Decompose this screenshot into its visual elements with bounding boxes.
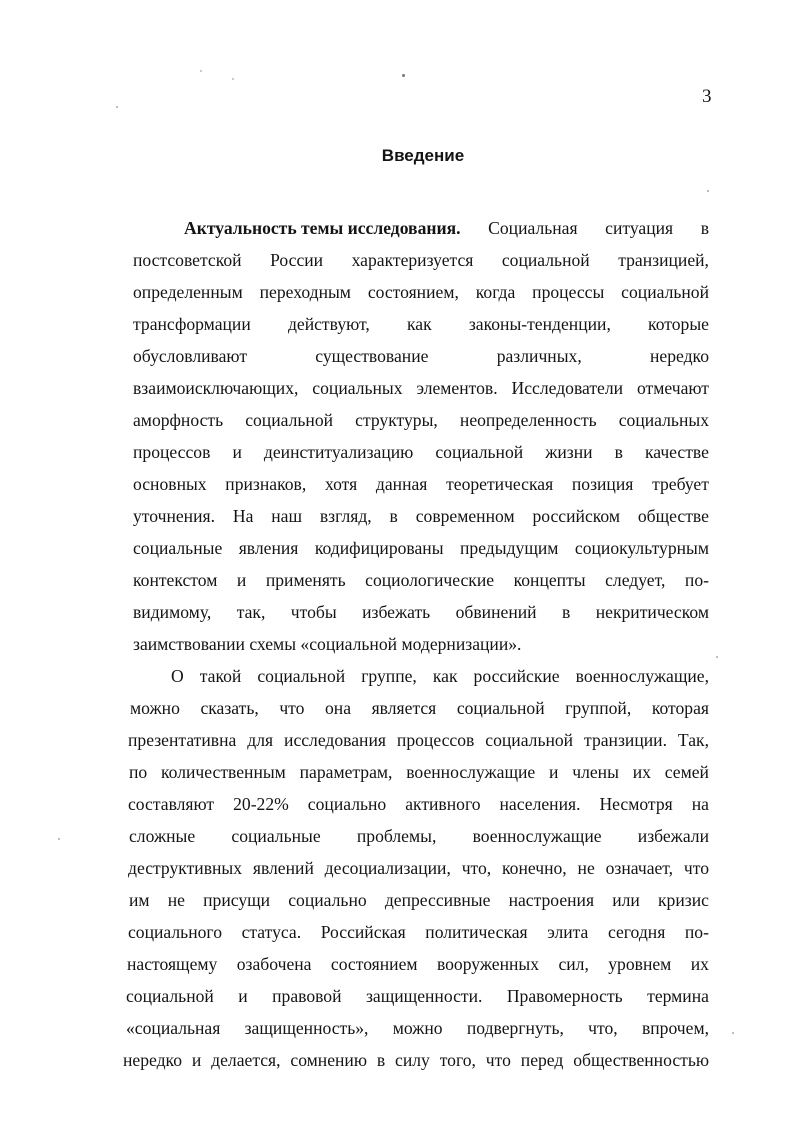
text-segment: в — [700, 218, 709, 238]
text-line — [129, 884, 709, 916]
text-segment: российском — [532, 506, 621, 526]
text-line — [133, 596, 709, 628]
text-segment: обществе — [637, 506, 709, 526]
text-segment: Несмотря — [599, 794, 673, 814]
text-segment: которые — [648, 314, 709, 334]
lead-phrase: Актуальность темы исследования. — [184, 218, 461, 238]
scan-speck — [707, 190, 709, 192]
text-segment: определенным переходным состоянием, когда процессы социальной — [133, 282, 709, 302]
text-segment: настроения — [508, 890, 595, 910]
text-segment: озабочена — [236, 954, 312, 974]
text-segment: «социальная — [126, 1018, 221, 1038]
text-line — [128, 916, 709, 948]
text-segment: качестве — [644, 442, 709, 462]
text-segment: транзицией, — [618, 250, 709, 270]
text-line — [128, 852, 709, 884]
text-line — [133, 436, 709, 468]
text-segment: сказать, — [200, 698, 259, 718]
text-line — [133, 404, 709, 436]
text-segment: России — [270, 250, 324, 270]
text-segment: На — [232, 506, 254, 526]
text-segment: является — [371, 698, 437, 718]
text-segment: О такой социальной группе, как российские военнослужащие, — [171, 666, 709, 686]
text-segment: состоянием — [330, 954, 418, 974]
scan-speck — [58, 838, 60, 840]
text-segment: составляют — [128, 794, 215, 814]
text-line — [129, 820, 709, 852]
text-segment: сложные — [129, 826, 196, 846]
text-segment: или — [612, 890, 640, 910]
text-segment: военнослужащие — [406, 762, 536, 782]
text-segment: социальной — [126, 986, 214, 1006]
text-segment: элита — [547, 922, 589, 942]
text-segment: социальной — [435, 442, 524, 462]
text-segment: группой, — [565, 698, 632, 718]
text-segment: настоящему — [127, 954, 218, 974]
text-segment: существование — [315, 346, 429, 366]
text-segment: она — [325, 698, 352, 718]
text-segment: применять — [265, 570, 346, 590]
text-segment: заимствовании схемы «социальной модернизации». — [133, 634, 522, 654]
text-line — [184, 212, 709, 244]
text-segment: контекстом — [133, 570, 218, 590]
text-line — [133, 308, 709, 340]
text-segment: социально — [288, 890, 367, 910]
text-segment: населения. — [499, 794, 581, 814]
text-segment: кризис — [658, 890, 709, 910]
text-line — [133, 372, 709, 404]
text-segment: присущи — [203, 890, 271, 910]
text-segment: сегодня — [607, 922, 666, 942]
text-segment: различных, — [496, 346, 582, 366]
text-segment: семей — [664, 762, 709, 782]
text-segment: военнослужащие — [472, 826, 602, 846]
text-segment: взаимоисключающих, социальных элементов. Исследователи отмечают — [133, 378, 709, 398]
text-segment: нередко и делается, сомнению в силу того, что перед общественностью — [123, 1050, 709, 1070]
text-line — [133, 340, 709, 372]
text-segment: трансформации — [133, 314, 251, 334]
page-number: 3 — [702, 86, 712, 107]
text-line — [133, 628, 521, 660]
text-segment: социологические — [365, 570, 495, 590]
scan-speck — [402, 74, 405, 77]
text-segment: подвергнуть, — [466, 1018, 564, 1038]
text-segment: не — [167, 890, 185, 910]
text-segment: по — [129, 762, 148, 782]
text-segment: и — [232, 442, 242, 462]
text-segment: данная — [375, 474, 428, 494]
text-segment: что — [279, 698, 305, 718]
text-segment: их — [690, 954, 709, 974]
text-segment: процессов — [133, 442, 211, 462]
text-segment: социальной — [245, 410, 334, 430]
text-segment: социальных — [618, 410, 709, 430]
text-segment: социальные явления кодифицированы предыдущим социокультурным — [133, 538, 709, 558]
text-segment: деинституализацию — [263, 442, 414, 462]
text-segment: характеризуется — [351, 250, 474, 270]
text-line — [171, 660, 709, 692]
text-segment: презентативна для исследования процессов социальной транзиции. Так, — [128, 730, 709, 750]
text-line — [133, 276, 709, 308]
text-segment: впрочем, — [641, 1018, 709, 1038]
text-segment: в — [562, 602, 571, 622]
text-segment: ситуация — [605, 218, 674, 238]
text-line — [126, 1012, 709, 1044]
text-segment: структуры, — [355, 410, 438, 430]
text-segment: и — [549, 762, 559, 782]
text-segment: избежали — [637, 826, 709, 846]
text-segment: социально — [307, 794, 387, 814]
text-segment: деструктивных явлений десоциализации, что, конечно, не означает, что — [128, 858, 709, 878]
text-segment: политическая — [425, 922, 528, 942]
text-segment: обвинений — [455, 602, 537, 622]
text-segment: современном — [415, 506, 515, 526]
text-segment: следует, — [605, 570, 666, 590]
text-segment: уровнем — [608, 954, 672, 974]
text-segment: аморфность — [133, 410, 224, 430]
text-line — [128, 724, 709, 756]
text-segment: обусловливают — [133, 346, 248, 366]
text-segment: неопределенность — [459, 410, 597, 430]
text-segment: так, — [236, 602, 266, 622]
text-segment: избежать — [362, 602, 431, 622]
text-segment: в — [614, 442, 623, 462]
text-segment: взгляд, — [319, 506, 372, 526]
text-segment: статуса. — [241, 922, 302, 942]
text-segment: социальной — [456, 698, 545, 718]
text-segment: наш — [271, 506, 303, 526]
text-segment: на — [691, 794, 709, 814]
scan-speck — [232, 78, 234, 80]
text-segment: чтобы — [290, 602, 337, 622]
text-segment: вооруженных — [436, 954, 540, 974]
text-segment: законы-тенденции, — [468, 314, 611, 334]
text-segment: концепты — [513, 570, 586, 590]
text-segment: требует — [652, 474, 709, 494]
text-line — [130, 692, 709, 724]
text-segment: можно — [392, 1018, 443, 1038]
text-line — [133, 532, 709, 564]
text-segment: термина — [647, 986, 709, 1006]
text-line — [126, 980, 709, 1012]
text-segment: Правомерность — [506, 986, 623, 1006]
text-segment: которая — [651, 698, 709, 718]
text-segment: действуют, — [287, 314, 370, 334]
text-segment: сил, — [558, 954, 589, 974]
text-line — [133, 244, 709, 276]
text-segment: правовой — [272, 986, 342, 1006]
text-segment: социального — [128, 922, 222, 942]
text-segment: члены — [572, 762, 619, 782]
text-segment: Социальная — [488, 218, 578, 238]
text-segment: социальные — [231, 826, 321, 846]
text-segment: им — [129, 890, 150, 910]
text-segment: основных — [133, 474, 207, 494]
text-segment: защищенности. — [365, 986, 483, 1006]
text-segment: и — [236, 570, 247, 590]
scan-speck — [732, 1032, 734, 1034]
text-line — [133, 468, 709, 500]
text-segment: социальной — [501, 250, 590, 270]
text-segment: количественным — [161, 762, 286, 782]
text-segment: видимому, — [133, 602, 212, 622]
text-segment: защищенность», — [244, 1018, 369, 1038]
text-segment: признаков, — [225, 474, 307, 494]
text-segment: по- — [684, 570, 709, 590]
text-segment: по- — [684, 922, 709, 942]
scan-speck — [716, 656, 718, 658]
text-segment: позиция — [571, 474, 634, 494]
text-line — [133, 564, 709, 596]
scan-speck — [116, 106, 118, 108]
text-segment: в — [389, 506, 398, 526]
text-segment: нередко — [649, 346, 709, 366]
text-segment: теоретическая — [446, 474, 554, 494]
page-title: Введение — [381, 146, 465, 165]
text-segment: некритическом — [595, 602, 709, 622]
text-segment: уточнения. — [133, 506, 215, 526]
text-line — [123, 1044, 709, 1076]
text-segment: и — [238, 986, 248, 1006]
text-segment: как — [406, 314, 432, 334]
text-segment: можно — [130, 698, 180, 718]
text-segment: жизни — [545, 442, 593, 462]
scan-speck — [200, 70, 202, 72]
text-segment: Российская — [320, 922, 406, 942]
text-line — [128, 788, 709, 820]
text-segment: депрессивные — [384, 890, 491, 910]
text-segment: активного — [405, 794, 481, 814]
text-segment: 20-22% — [233, 794, 289, 814]
text-segment: проблемы, — [356, 826, 437, 846]
text-segment: постсоветской — [133, 250, 242, 270]
text-segment: что, — [588, 1018, 618, 1038]
text-line — [127, 948, 709, 980]
text-line — [133, 500, 709, 532]
text-segment: хотя — [324, 474, 358, 494]
text-line — [129, 756, 709, 788]
text-segment: параметрам, — [299, 762, 393, 782]
text-segment: их — [632, 762, 651, 782]
